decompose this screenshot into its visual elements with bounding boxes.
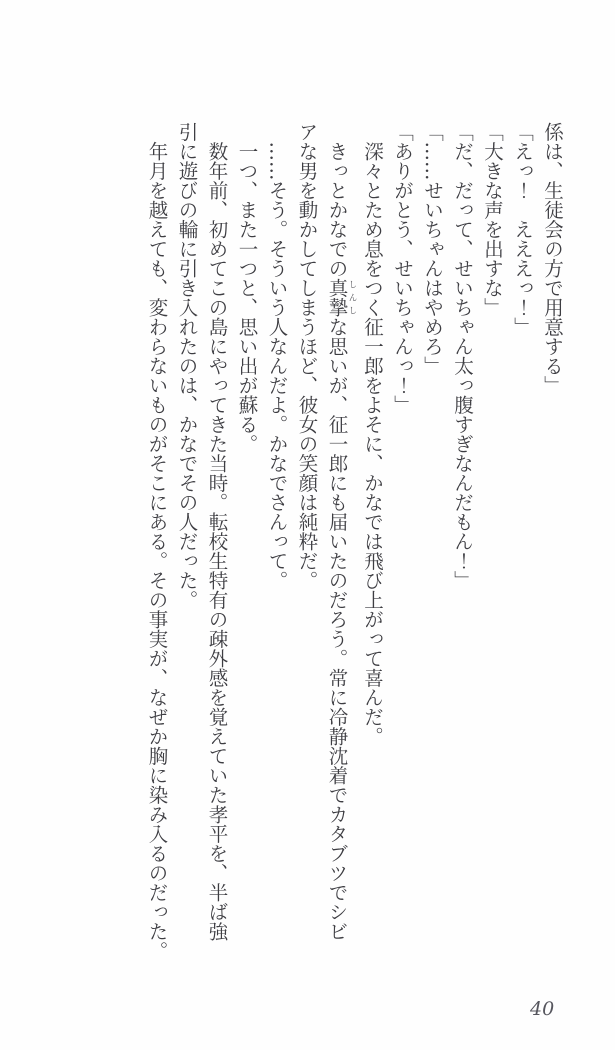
text-line: ……そう。そういう人なんだよ。かなでさんって。 — [265, 122, 289, 590]
text-line: 引に遊びの輪に引き入れたのは、かなでその人だった。 — [175, 122, 199, 610]
text-line: 「……せいちゃんはやめろ」 — [421, 122, 444, 376]
text-line: 深々とため息をつく征一郎をよそに、かなでは飛び上がって喜んだ。 — [361, 122, 384, 746]
furigana: しんし — [347, 278, 357, 317]
text-line: 「大きな声を出すな」 — [481, 122, 504, 317]
text-line: 一つ、また一つと、思い出が蘇る。 — [235, 122, 259, 454]
text-block — [147, 122, 567, 970]
text-line: 「だ、だって、せいちゃん太っ腹すぎなんだもん！」 — [451, 122, 474, 590]
ruby-annotated-word: 真摯しんし — [325, 278, 357, 317]
text-line: 数年前、初めてこの島にやってきた当時。転校生特有の疎外感を覚えていた孝平を、半ば強 — [205, 122, 229, 941]
text-line: 「ありがとう、せいちゃんっ！」 — [391, 122, 414, 415]
text-line: アな男を動かしてしまうほど、彼女の笑顔は純粋だ。 — [295, 122, 319, 590]
text-line: 「えっ！ えええっ！」 — [511, 122, 534, 337]
text-line: きっとかなでの真摯しんしな思いが、征一郎にも届いたのだろう。常に冷静沈着でカタブツでシビ — [325, 122, 357, 941]
text-line: 係は、生徒会の方で用意する」 — [541, 122, 564, 395]
page-number: 40 — [530, 998, 555, 1020]
text-line: 年月を越えても、変わらないものがそこにある。その事実が、なぜか胸に染み入るのだった。 — [145, 122, 169, 961]
